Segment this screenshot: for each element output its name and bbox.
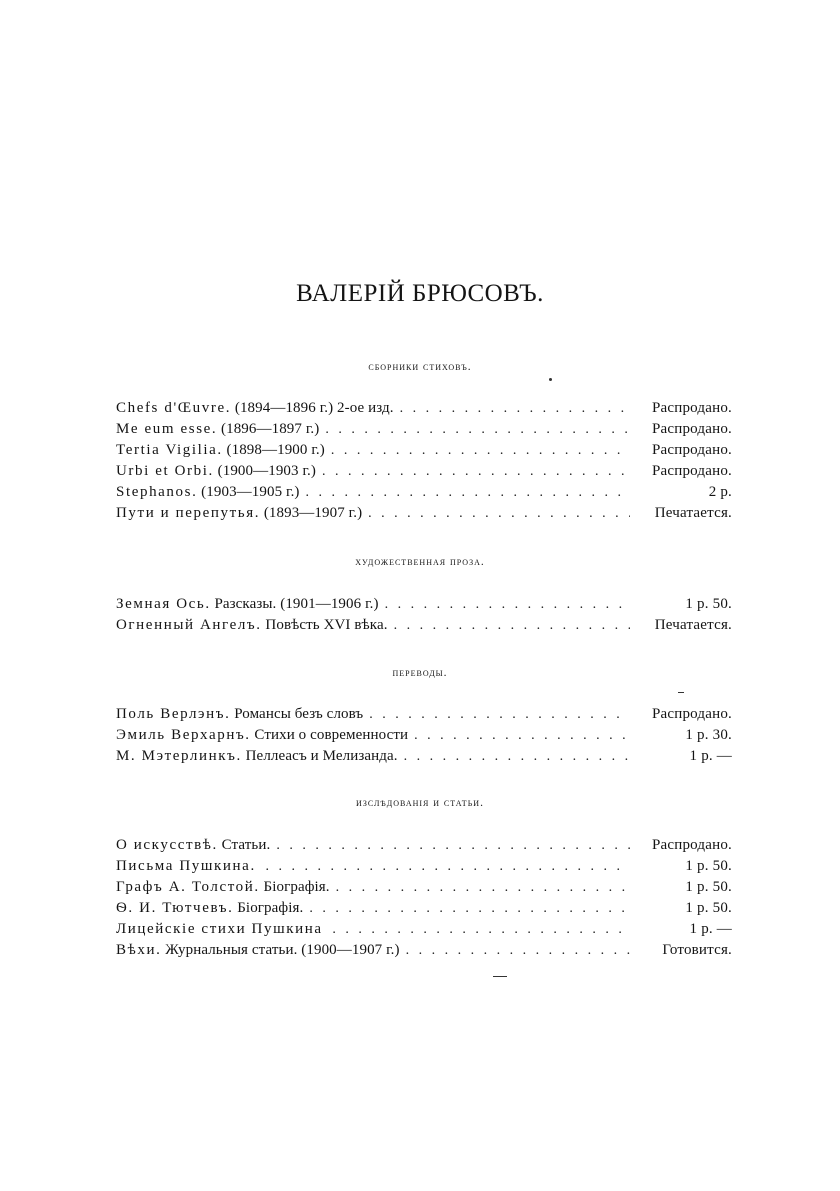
entry-description: (1903—1905 г.) <box>201 484 300 500</box>
entry-author: М. Мэтерлинкъ. <box>116 748 242 764</box>
entry-status: Распродано. <box>651 400 732 416</box>
entry-status: Печатается. <box>654 617 732 633</box>
section-heading-studies: изслѣдованія и статьи. <box>356 797 484 809</box>
entry-description: (1894—1896 г.) 2-ое изд. <box>234 400 394 416</box>
print-speck <box>678 692 684 693</box>
entry-author: Tertia Vigilia. <box>116 442 223 458</box>
dot-leader <box>331 443 630 459</box>
entry-author: Земная Ось. <box>116 596 211 612</box>
translations-list <box>116 706 732 769</box>
dot-leader <box>404 749 630 765</box>
entry-author: Пути и перепутья. <box>116 505 261 521</box>
list-item <box>116 900 732 921</box>
list-item <box>116 837 732 858</box>
dot-leader <box>414 728 630 744</box>
list-item <box>116 463 732 484</box>
dot-leader <box>406 943 630 959</box>
entry-status: 1 р. 30. <box>685 727 732 743</box>
entry-author: Ѳ. И. Тютчевъ. <box>116 900 234 916</box>
entry-description: Журнальныя статьи. (1900—1907 г.) <box>165 942 400 958</box>
entry-description: Повѣсть XVI вѣка. <box>265 617 388 633</box>
entry-status: 2 р. <box>708 484 732 500</box>
list-item <box>116 421 732 442</box>
entry-status: 1 р. 50. <box>685 596 732 612</box>
list-item <box>116 748 732 769</box>
entry-description: Романсы безъ словъ <box>234 706 364 722</box>
list-item <box>116 942 732 963</box>
section-heading-prose: художественная проза. <box>355 556 485 568</box>
entry-author: Поль Верлэнъ. <box>116 706 231 722</box>
entry-description: Статьи. <box>221 837 271 853</box>
list-item <box>116 879 732 900</box>
entry-author: Огненный Ангелъ. <box>116 617 262 633</box>
list-item <box>116 617 732 638</box>
studies-list <box>116 837 732 963</box>
entry-status: Распродано. <box>651 442 732 458</box>
entry-status: Распродано. <box>651 837 732 853</box>
dot-leader <box>369 707 630 723</box>
entry-author: Лицейскіе стихи Пушкина <box>116 921 323 937</box>
entry-description: Біографія. <box>237 900 304 916</box>
entry-author: О искусствѣ. <box>116 837 218 853</box>
list-item <box>116 858 732 879</box>
prose-list <box>116 596 732 638</box>
print-speck <box>493 976 507 977</box>
entry-author: Письма Пушкина. <box>116 858 256 874</box>
entry-author: Stephanos. <box>116 484 198 500</box>
entry-description: Біографія. <box>263 879 330 895</box>
entry-description: Пеллеасъ и Мелизанда. <box>245 748 398 764</box>
dot-leader <box>394 618 630 634</box>
entry-description: Разсказы. (1901—1906 г.) <box>214 596 379 612</box>
entry-description: Стихи о современности <box>254 727 409 743</box>
entry-author: Вѣхи. <box>116 942 162 958</box>
dot-leader <box>276 838 630 854</box>
dot-leader <box>336 880 630 896</box>
dot-leader <box>306 485 630 501</box>
dot-leader <box>400 401 630 417</box>
print-speck <box>549 378 552 381</box>
entry-status: Печатается. <box>654 505 732 521</box>
page-title: ВАЛЕРІЙ БРЮСОВЪ. <box>296 280 544 307</box>
list-item <box>116 921 732 942</box>
dot-leader <box>385 597 630 613</box>
entry-status: Готовится. <box>662 942 732 958</box>
entry-description: (1898—1900 г.) <box>226 442 325 458</box>
entry-description: (1900—1903 г.) <box>217 463 316 479</box>
list-item <box>116 442 732 463</box>
entry-status: 1 р. 50. <box>685 858 732 874</box>
section-heading-translations: переводы. <box>392 667 448 679</box>
entry-author: Urbi et Orbi. <box>116 463 214 479</box>
section-heading-poetry: сборники стиховъ. <box>368 361 472 373</box>
dot-leader <box>325 422 630 438</box>
entry-status: 1 р. 50. <box>685 879 732 895</box>
list-item <box>116 505 732 526</box>
entry-author: Chefs d'Œuvre. <box>116 400 232 416</box>
entry-description: (1896—1897 г.) <box>221 421 320 437</box>
list-item <box>116 596 732 617</box>
entry-status: Распродано. <box>651 706 732 722</box>
list-item <box>116 727 732 748</box>
entry-status: Распродано. <box>651 421 732 437</box>
dot-leader <box>322 464 630 480</box>
list-item <box>116 484 732 505</box>
entry-status: 1 р. — <box>689 748 732 764</box>
entry-status: 1 р. 50. <box>685 900 732 916</box>
poetry-list <box>116 400 732 526</box>
dot-leader <box>266 859 630 875</box>
dot-leader <box>309 901 630 917</box>
entry-author: Графъ А. Толстой. <box>116 879 260 895</box>
entry-status: 1 р. — <box>689 921 732 937</box>
list-item <box>116 400 732 421</box>
entry-status: Распродано. <box>651 463 732 479</box>
list-item <box>116 706 732 727</box>
entry-author: Эмиль Верхарнъ. <box>116 727 251 743</box>
entry-author: Me eum esse. <box>116 421 218 437</box>
entry-description: (1893—1907 г.) <box>263 505 363 521</box>
dot-leader <box>332 922 630 938</box>
dot-leader <box>368 506 630 522</box>
